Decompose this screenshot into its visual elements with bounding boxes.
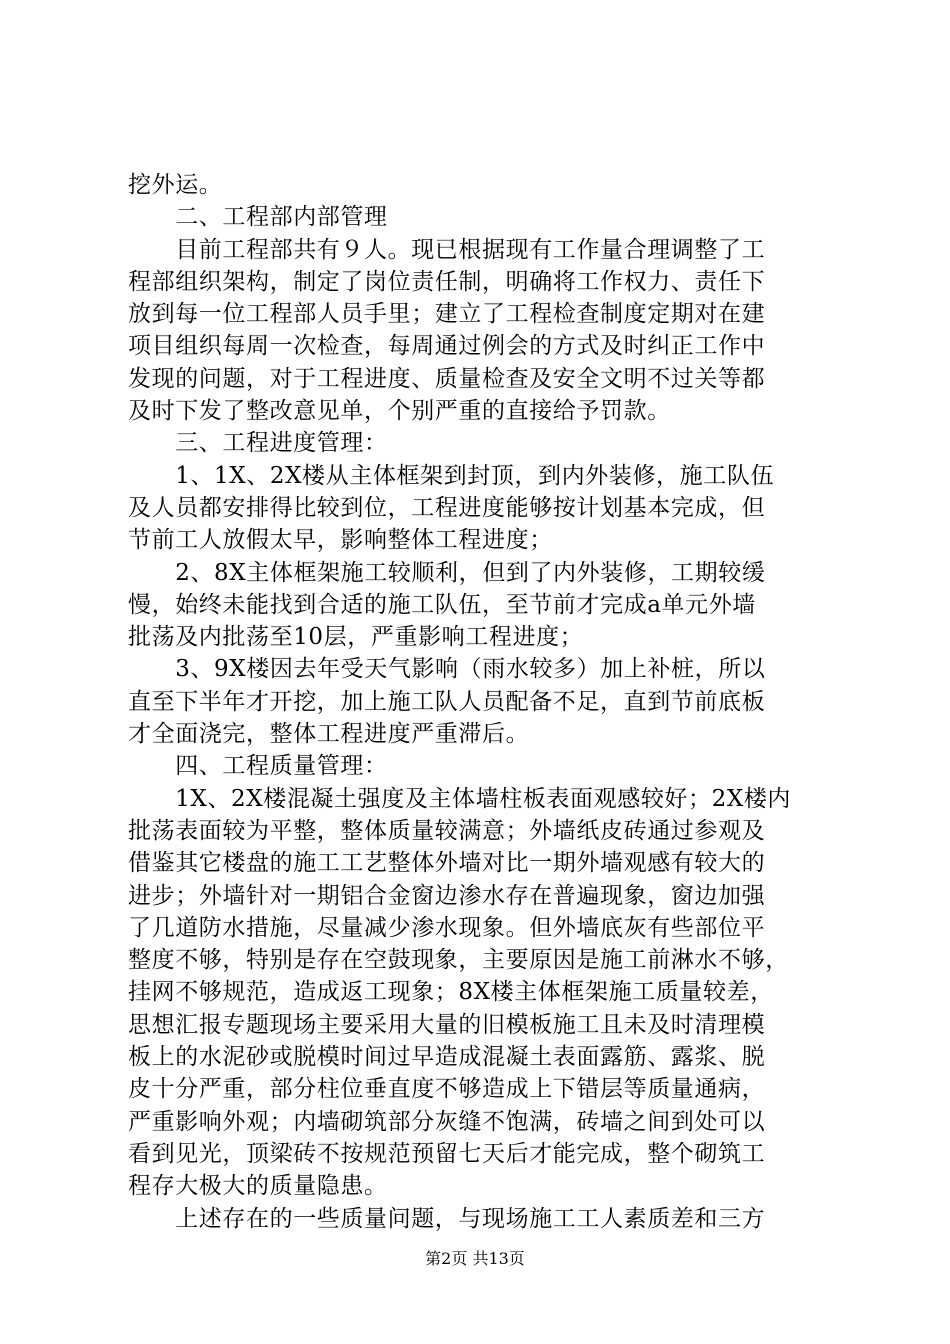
text-line: 及时下发了整改意见单，个别严重的直接给予罚款。 — [128, 398, 671, 425]
page-footer — [0, 1249, 950, 1269]
text-line: 整度不够，特别是存在空鼓现象，主要原因是施工前淋水不够， — [128, 947, 789, 974]
text-line: 1、1X、2X楼从主体框架到封顶，到内外装修，施工队伍 — [128, 462, 775, 489]
text-line: 直至下半年才开挖，加上施工队人员配备不足，直到节前底板 — [128, 688, 766, 715]
text-line: 2、8X主体框架施工较顺利，但到了内外装修，工期较缓 — [128, 559, 766, 586]
text-line: 严重影响外观；内墙砌筑部分灰缝不饱满，砖墙之间到处可以 — [128, 1108, 766, 1135]
text-line: 放到每一位工程部人员手里；建立了工程检查制度定期对在建 — [128, 301, 766, 328]
text-line: 批荡表面较为平整，整体质量较满意；外墙纸皮砖通过参观及 — [128, 817, 766, 844]
text-line: 3、9X楼因去年受天气影响（雨水较多）加上补桩，所以 — [128, 656, 766, 683]
section-heading: 二、工程部内部管理 — [128, 204, 388, 231]
text-line: 程存大极大的质量隐患。 — [128, 1173, 388, 1200]
text-line: 板上的水泥砂或脱模时间过早造成混凝土表面露筋、露浆、脱 — [128, 1044, 766, 1071]
text-line: 了几道防水措施，尽量减少渗水现象。但外墙底灰有些部位平 — [128, 914, 766, 941]
text-line: 节前工人放假太早，影响整体工程进度； — [128, 527, 553, 554]
text-line: 皮十分严重，部分柱位垂直度不够造成上下错层等质量通病， — [128, 1076, 766, 1103]
text-line: 1X、2X楼混凝土强度及主体墙柱板表面观感较好；2X楼内 — [128, 785, 792, 812]
text-line: 挂网不够规范，造成返工现象；8X楼主体框架施工质量较差， — [128, 979, 774, 1006]
document-body — [128, 169, 828, 1235]
text-line: 才全面浇完，整体工程进度严重滞后。 — [128, 721, 530, 748]
section-heading: 四、工程质量管理： — [128, 753, 388, 780]
text-line: 看到见光，顶梁砖不按规范预留七天后才能完成，整个砌筑工 — [128, 1140, 766, 1167]
text-line: 项目组织每周一次检查，每周通过例会的方式及时纠正工作中 — [128, 333, 766, 360]
text-line: 进步；外墙针对一期铝合金窗边渗水存在普遍现象，窗边加强 — [128, 882, 766, 909]
text-line: 慢，始终未能找到合适的施工队伍，至节前才完成a单元外墙 — [128, 591, 756, 618]
text-line: 程部组织架构，制定了岗位责任制，明确将工作权力、责任下 — [128, 268, 766, 295]
text-line: 挖外运。 — [128, 172, 223, 198]
text-line: 上述存在的一些质量问题，与现场施工工人素质差和三方 — [128, 1205, 766, 1232]
section-heading: 三、工程进度管理： — [128, 430, 388, 457]
text-line: 思想汇报专题现场主要采用大量的旧模板施工且未及时清理模 — [128, 1011, 766, 1038]
text-line: 借鉴其它楼盘的施工工艺整体外墙对比一期外墙观感有较大的 — [128, 850, 766, 877]
page-number: 第2页 共13页 — [425, 1249, 525, 1268]
text-line: 目前工程部共有９人。现已根据现有工作量合理调整了工 — [128, 236, 766, 263]
text-line: 批荡及内批荡至10层，严重影响工程进度； — [128, 624, 584, 651]
text-line: 发现的问题，对于工程进度、质量检查及安全文明不过关等都 — [128, 365, 766, 392]
text-line: 及人员都安排得比较到位，工程进度能够按计划基本完成，但 — [128, 494, 766, 521]
